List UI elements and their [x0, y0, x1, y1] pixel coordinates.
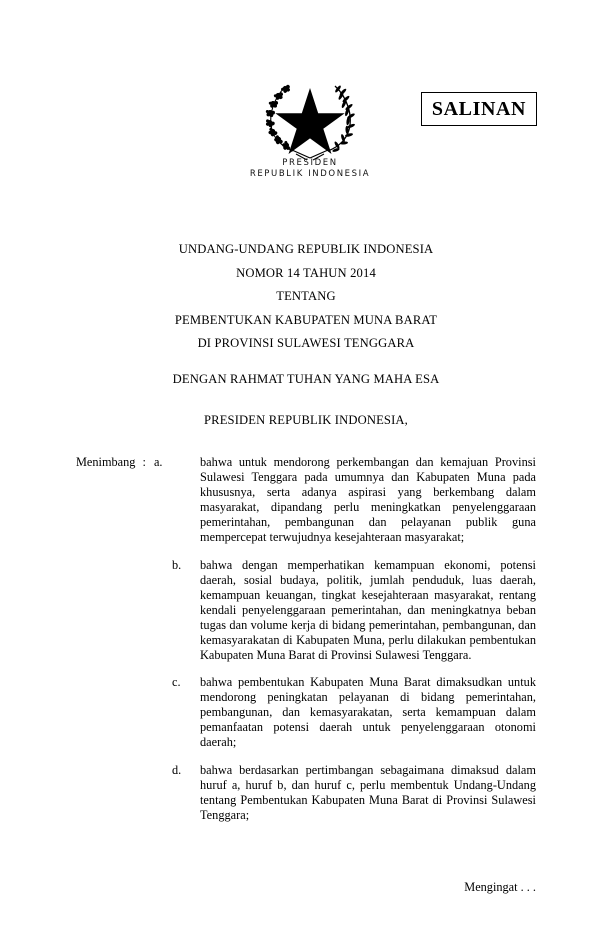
considering-clause: [172, 455, 536, 545]
considering-label: Menimbang: [76, 455, 136, 469]
considering-clause-list: [172, 455, 536, 835]
considering-clause: [172, 763, 536, 823]
page-catchword: Mengingat . . .: [464, 880, 536, 894]
considering-clause: [172, 558, 536, 663]
salinan-stamp-label: SALINAN: [431, 98, 527, 120]
clause-text: bahwa dengan memperhatikan kemampuan ekonomi, potensi daerah, sosial budaya, politik, jumlah penduduk, luas daerah, kemampuan keuangan, tingkat kesejahteraan masyarakat, rentang kendali penyelenggaraan pemerintahan, dan meningkatnya beban tugas dan volume kerja di bidang pemerintahan, pembangunan, dan kemasyarakatan di Kabupaten Muna, perlu dilakukan pembentukan Kabupaten Muna Barat di Provinsi Sulawesi Tenggara.: [200, 557, 536, 662]
emblem-caption-line-1: PRESIDEN: [282, 158, 338, 168]
clause-text: bahwa berdasarkan pertimbangan sebagaimana dimaksud dalam huruf a, huruf b, dan huruf c, perlu membentuk Undang-Undang tentang Pembentukan Kabupaten Muna Barat di Provinsi Sulawesi Tenggara;: [200, 762, 536, 822]
clause-text: bahwa pembentukan Kabupaten Muna Barat dimaksudkan untuk mendorong peningkatan pelayanan di bidang pemerintahan, pembangunan, dan kemasyarakatan, serta kemampuan dalam pemanfaatan potensi daerah untuk penyelenggaraan otonomi daerah;: [200, 675, 536, 749]
title-line-subject: PEMBENTUKAN KABUPATEN MUNA BARAT: [174, 312, 438, 327]
considering-colon: :: [142, 455, 146, 469]
issuing-authority-line: PRESIDEN REPUBLIK INDONESIA,: [204, 413, 408, 427]
emblem-caption: [212, 158, 408, 180]
clause-marker: c.: [172, 675, 181, 689]
clause-marker: b.: [172, 557, 182, 572]
indonesia-national-emblem-icon: [252, 70, 368, 162]
salinan-stamp: [421, 92, 537, 126]
document-header: [0, 0, 612, 200]
considering-clause: [172, 675, 536, 750]
clause-marker: d.: [172, 762, 182, 777]
title-line-province: DI PROVINSI SULAWESI TENGGARA: [197, 336, 415, 350]
invocation-line: DENGAN RAHMAT TUHAN YANG MAHA ESA: [172, 372, 440, 386]
document-title-block: [76, 238, 536, 356]
title-line-law-type: UNDANG-UNDANG REPUBLIK INDONESIA: [178, 242, 434, 256]
title-line-about: TENTANG: [276, 289, 336, 303]
title-line-number-year: NOMOR 14 TAHUN 2014: [236, 265, 376, 280]
clause-marker: a.: [153, 455, 163, 469]
emblem-caption-line-2: REPUBLIK INDONESIA: [249, 169, 371, 179]
clause-text: bahwa untuk mendorong perkembangan dan kemajuan Provinsi Sulawesi Tenggara pada umumnya dan Kabupaten Muna pada khususnya, serta adanya aspirasi yang berkembang dalam masyarakat, dipandang perlu meningkatkan penyelenggaraan pemerintahan, pembangunan dan pelayanan publik guna mempercepat terwujudnya kesejahteraan masyarakat;: [200, 455, 536, 544]
